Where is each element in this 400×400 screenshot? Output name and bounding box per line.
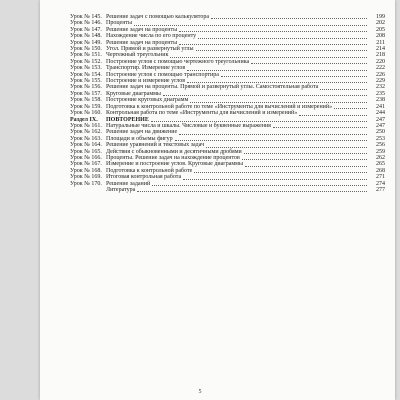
- lesson-number: Урок № 166.: [70, 154, 102, 161]
- dot-leader: [152, 185, 367, 186]
- lesson-title: Решение задач на проценты: [106, 39, 178, 46]
- lesson-title: Построение круговых диаграмм: [106, 97, 189, 104]
- dot-leader: [194, 172, 367, 173]
- lesson-title: Решение задач на движение: [106, 129, 178, 136]
- lesson-number: Урок № 169.: [70, 174, 102, 181]
- dot-leader: [320, 89, 367, 90]
- lesson-number: Урок № 149.: [70, 39, 102, 46]
- page-number: 220: [376, 58, 385, 65]
- lesson-number: Урок № 146.: [70, 20, 102, 27]
- lesson-title: Угол. Прямой и развернутый углы: [106, 46, 194, 53]
- literature-title: Литература: [106, 186, 136, 193]
- page-number: 268: [376, 167, 385, 174]
- lesson-title: Решение заданий: [106, 180, 151, 187]
- lesson-title: Решение уравнений и текстовых задач: [106, 142, 205, 149]
- lesson-title: Решение задач на проценты: [106, 26, 178, 33]
- lesson-title: Проценты. Решение задач на нахождение процентов: [106, 154, 240, 161]
- dot-leader: [273, 127, 367, 128]
- page-number: 205: [376, 26, 385, 33]
- dot-leader: [251, 63, 367, 64]
- lesson-number: Урок № 170.: [70, 180, 102, 187]
- dot-leader: [170, 57, 367, 58]
- lesson-number: Урок № 155.: [70, 78, 102, 85]
- dot-leader: [179, 31, 367, 32]
- dot-leader: [151, 121, 367, 122]
- lesson-number: Урок № 164.: [70, 142, 102, 149]
- dot-leader: [334, 108, 367, 109]
- lesson-title: Подготовка к контрольной работе по теме «Инструменты для вычислений и измерений»: [106, 103, 333, 110]
- page-number: 211: [376, 39, 385, 46]
- lesson-number: Урок № 165.: [70, 148, 102, 155]
- page-number: 277: [376, 186, 385, 193]
- lesson-number: Урок № 150.: [70, 46, 102, 53]
- dot-leader: [211, 18, 367, 19]
- dot-leader: [198, 38, 367, 39]
- lesson-title: Транспортир. Измерение углов: [106, 65, 186, 72]
- page-number: 226: [376, 71, 385, 78]
- page-number: 235: [376, 90, 385, 97]
- page-number: 250: [376, 129, 385, 136]
- lesson-title: Итоговая контрольная работа: [106, 174, 182, 181]
- lesson-title: Измерение и построение углов. Круговые диаграммы: [106, 161, 243, 168]
- dot-leader: [179, 134, 367, 135]
- lesson-title: Построение углов с помощью транспортира: [106, 71, 219, 78]
- lesson-title: Построение углов с помощью чертежного треугольника: [106, 58, 250, 65]
- lesson-title: Проценты: [106, 20, 133, 27]
- lesson-title: Площади и объемы фигур: [106, 135, 173, 142]
- dot-leader: [221, 76, 367, 77]
- page-number: 265: [376, 161, 385, 168]
- lesson-title: Построение и измерение углов: [106, 78, 186, 85]
- lesson-number: Урок № 157.: [70, 90, 102, 97]
- lesson-number: Урок № 168.: [70, 167, 102, 174]
- page-number: 274: [376, 180, 385, 187]
- lesson-title: Круговые диаграммы: [106, 90, 161, 97]
- page-number: 208: [376, 33, 385, 40]
- dot-leader: [134, 25, 367, 26]
- page-number: 229: [376, 78, 385, 85]
- lesson-number: Урок № 160.: [70, 110, 102, 117]
- lesson-title: Чертежный треугольник: [106, 52, 169, 59]
- lesson-number: Урок № 156.: [70, 84, 102, 91]
- page-number: 262: [376, 154, 385, 161]
- lesson-number: Урок № 163.: [70, 135, 102, 142]
- dot-leader: [299, 115, 367, 116]
- dot-leader: [245, 166, 367, 167]
- lesson-number: Урок № 151.: [70, 52, 102, 59]
- lesson-number: Урок № 167.: [70, 161, 102, 168]
- lesson-title: Решение задач с помощью калькулятора: [106, 14, 210, 20]
- page-number: 259: [376, 148, 385, 155]
- dot-leader: [183, 179, 367, 180]
- dot-leader: [244, 153, 367, 154]
- lesson-title: Нахождение числа по его проценту: [106, 33, 197, 40]
- dot-leader: [163, 95, 367, 96]
- dot-leader: [206, 147, 367, 148]
- page-number: 271: [376, 174, 385, 181]
- page-number: 247: [376, 116, 385, 123]
- page-number: 218: [376, 52, 385, 59]
- section-title: ПОВТОРЕНИЕ: [106, 116, 149, 123]
- page-number: 214: [376, 46, 385, 53]
- dot-leader: [190, 102, 367, 103]
- lesson-title: Контрольная работа по теме «Инструменты для вычислений и измерений»: [106, 110, 298, 117]
- page-number: 238: [376, 97, 385, 104]
- page-number: 253: [376, 135, 385, 142]
- page-number: 202: [376, 20, 385, 27]
- page-number: 241: [376, 103, 385, 110]
- lesson-title: Натуральные числа и шкалы. Числовые и буквенные выражения: [106, 122, 271, 129]
- lesson-number: Урок № 162.: [70, 129, 102, 136]
- table-of-contents: [70, 14, 385, 193]
- section-number: Раздел IX.: [70, 116, 98, 123]
- page-number: 199: [376, 14, 385, 20]
- dot-leader: [137, 191, 367, 192]
- dot-leader: [196, 50, 367, 51]
- dot-leader: [242, 159, 367, 160]
- dot-leader: [187, 70, 367, 71]
- lesson-title: Решение задач на проценты. Прямой и развернутый углы. Самостоятельная работа: [106, 84, 319, 91]
- lesson-number: Урок № 152.: [70, 58, 102, 65]
- lesson-number: Урок № 145.: [70, 14, 102, 20]
- lesson-title: Подготовка к контрольной работе: [106, 167, 193, 174]
- lesson-title: Действия с обыкновенными и десятичными дробями: [106, 148, 242, 155]
- page-number: 256: [376, 142, 385, 149]
- lesson-number: Урок № 153.: [70, 65, 102, 72]
- page-number: 244: [376, 110, 385, 117]
- lesson-number: Урок № 158.: [70, 97, 102, 104]
- page-number: 247: [376, 122, 385, 129]
- page-footer-number: 5: [198, 389, 202, 395]
- lesson-number: Урок № 161.: [70, 122, 102, 129]
- lesson-number: Урок № 148.: [70, 33, 102, 40]
- page-number: 232: [376, 84, 385, 91]
- toc-row-literature: [70, 187, 385, 193]
- lesson-number: Урок № 147.: [70, 26, 102, 33]
- lesson-number: Урок № 154.: [70, 71, 102, 78]
- dot-leader: [175, 140, 367, 141]
- lesson-number: Урок № 159.: [70, 103, 102, 110]
- dot-leader: [179, 44, 367, 45]
- page-number: 222: [376, 65, 385, 72]
